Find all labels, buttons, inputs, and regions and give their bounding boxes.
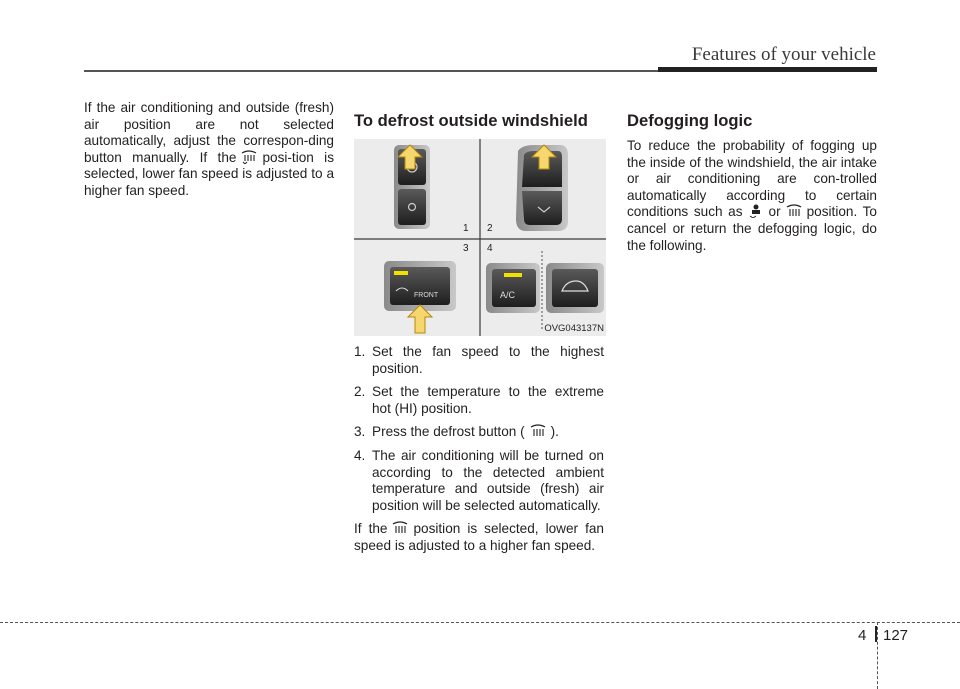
list-item: 2. Set the temperature to the extreme hot (HI) position. (354, 384, 604, 416)
defrost-figure (354, 139, 606, 336)
defrost-steps (354, 344, 604, 514)
front-label: FRONT (414, 292, 439, 299)
floor-defrost-icon (239, 150, 259, 164)
defrost-icon (528, 424, 548, 438)
quadrant-number: 3 (463, 243, 469, 254)
quadrant-number: 4 (487, 243, 493, 254)
floor-defrost-icon (746, 204, 766, 218)
right-heading: Defogging logic (627, 111, 753, 130)
list-item: 4. The air conditioning will be turned on according to the detected ambient temperature and outside (fresh) air position will be selected automatically. (354, 447, 604, 513)
defrost-icon (390, 521, 410, 535)
quadrant-number: 2 (487, 223, 493, 234)
header-rule-accent (658, 67, 877, 72)
middle-heading: To defrost outside windshield (354, 111, 588, 130)
page-separator (875, 626, 877, 642)
section-title: Features of your vehicle (691, 44, 876, 65)
right-paragraph: To reduce the probability of fogging up the inside of the windshield, the air intake or air conditioning are con-trolled automatically according to certain conditions such as or position. To cancel or return the defogging logic, do the following. (627, 138, 877, 253)
defrost-icon (784, 204, 804, 218)
figure-code: OVG043137N (544, 323, 604, 334)
page-number: 127 (883, 627, 909, 644)
quadrant-number: 1 (463, 223, 469, 234)
list-item: 3. Press the defrost button ( ). (354, 424, 559, 440)
right-column (627, 138, 877, 254)
ac-label: A/C (500, 290, 516, 300)
list-item: 1. Set the fan speed to the highest position. (354, 344, 604, 376)
left-paragraph: If the air conditioning and outside (fresh) air position are not selected automatically, adjust the correspon-ding button manually. If the posi-tion is selected, lower fan speed is adjusted to a higher fan speed. (84, 100, 334, 198)
footer-dashed-rule (0, 622, 960, 623)
left-column (84, 100, 334, 200)
middle-note: If the position is selected, lower fan speed is adjusted to a higher fan speed. (354, 521, 604, 553)
footer-dashed-vline (877, 622, 878, 689)
middle-column (354, 344, 604, 555)
chapter-number: 4 (858, 627, 867, 644)
control-panel-illustration (354, 139, 606, 336)
